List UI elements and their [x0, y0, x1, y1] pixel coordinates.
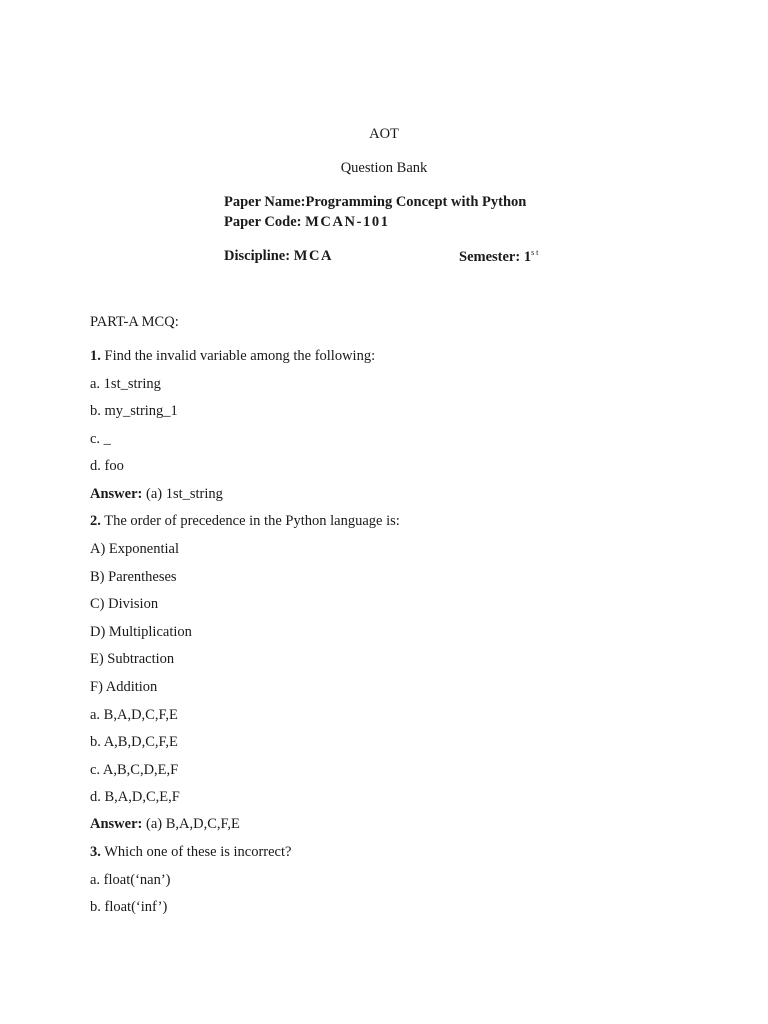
question-2	[90, 513, 400, 530]
option-line: b. float(‘inf’)	[90, 899, 168, 915]
option-line: E) Subtraction	[90, 651, 175, 667]
question-1	[90, 348, 375, 365]
question-text: Which one of these is incorrect?	[104, 844, 292, 860]
document-title: Question Bank	[340, 160, 428, 176]
question-number: 2.	[90, 513, 101, 529]
option-line: b. my_string_1	[90, 403, 178, 419]
semester-suffix: st	[531, 248, 541, 257]
discipline-label: Discipline:	[224, 248, 291, 264]
semester-label: Semester:	[459, 249, 521, 265]
semester-value: 1	[523, 249, 532, 265]
option-line: B) Parentheses	[90, 569, 177, 585]
option-line: a. 1st_string	[90, 376, 161, 392]
option-line: D) Multiplication	[90, 624, 192, 640]
paper-code-label: Paper Code:	[224, 214, 302, 230]
paper-name-value: Programming Concept with Python	[305, 194, 527, 210]
question-text: The order of precedence in the Python language is:	[104, 513, 400, 529]
answer-value: (a) 1st_string	[145, 486, 223, 502]
option-line: c. _	[90, 431, 111, 447]
question-3	[90, 844, 291, 861]
paper-code-value: MCAN-101	[305, 214, 390, 230]
answer-value: (a) B,A,D,C,F,E	[145, 816, 240, 832]
question-number: 1.	[90, 348, 101, 364]
option-line: C) Division	[90, 596, 159, 612]
paper-name-row	[224, 194, 526, 211]
discipline-row	[224, 248, 333, 265]
institute-name: AOT	[369, 126, 399, 142]
option-line: F) Addition	[90, 679, 158, 695]
answer-label: Answer:	[90, 816, 143, 832]
semester-row	[459, 248, 540, 266]
answer-line	[90, 816, 240, 833]
option-line: a. B,A,D,C,F,E	[90, 707, 178, 723]
option-line: b. A,B,D,C,F,E	[90, 734, 178, 750]
answer-line	[90, 486, 223, 503]
question-text: Find the invalid variable among the following:	[104, 348, 376, 364]
option-line: d. foo	[90, 458, 124, 474]
option-line: a. float(‘nan’)	[90, 872, 171, 888]
option-line: d. B,A,D,C,E,F	[90, 789, 180, 805]
section-title: PART-A MCQ:	[90, 314, 179, 330]
option-line: A) Exponential	[90, 541, 179, 557]
answer-label: Answer:	[90, 486, 143, 502]
paper-name-label: Paper Name:	[224, 194, 306, 210]
option-line: c. A,B,C,D,E,F	[90, 762, 179, 778]
paper-code-row	[224, 214, 390, 231]
question-number: 3.	[90, 844, 101, 860]
discipline-value: MCA	[293, 248, 334, 264]
